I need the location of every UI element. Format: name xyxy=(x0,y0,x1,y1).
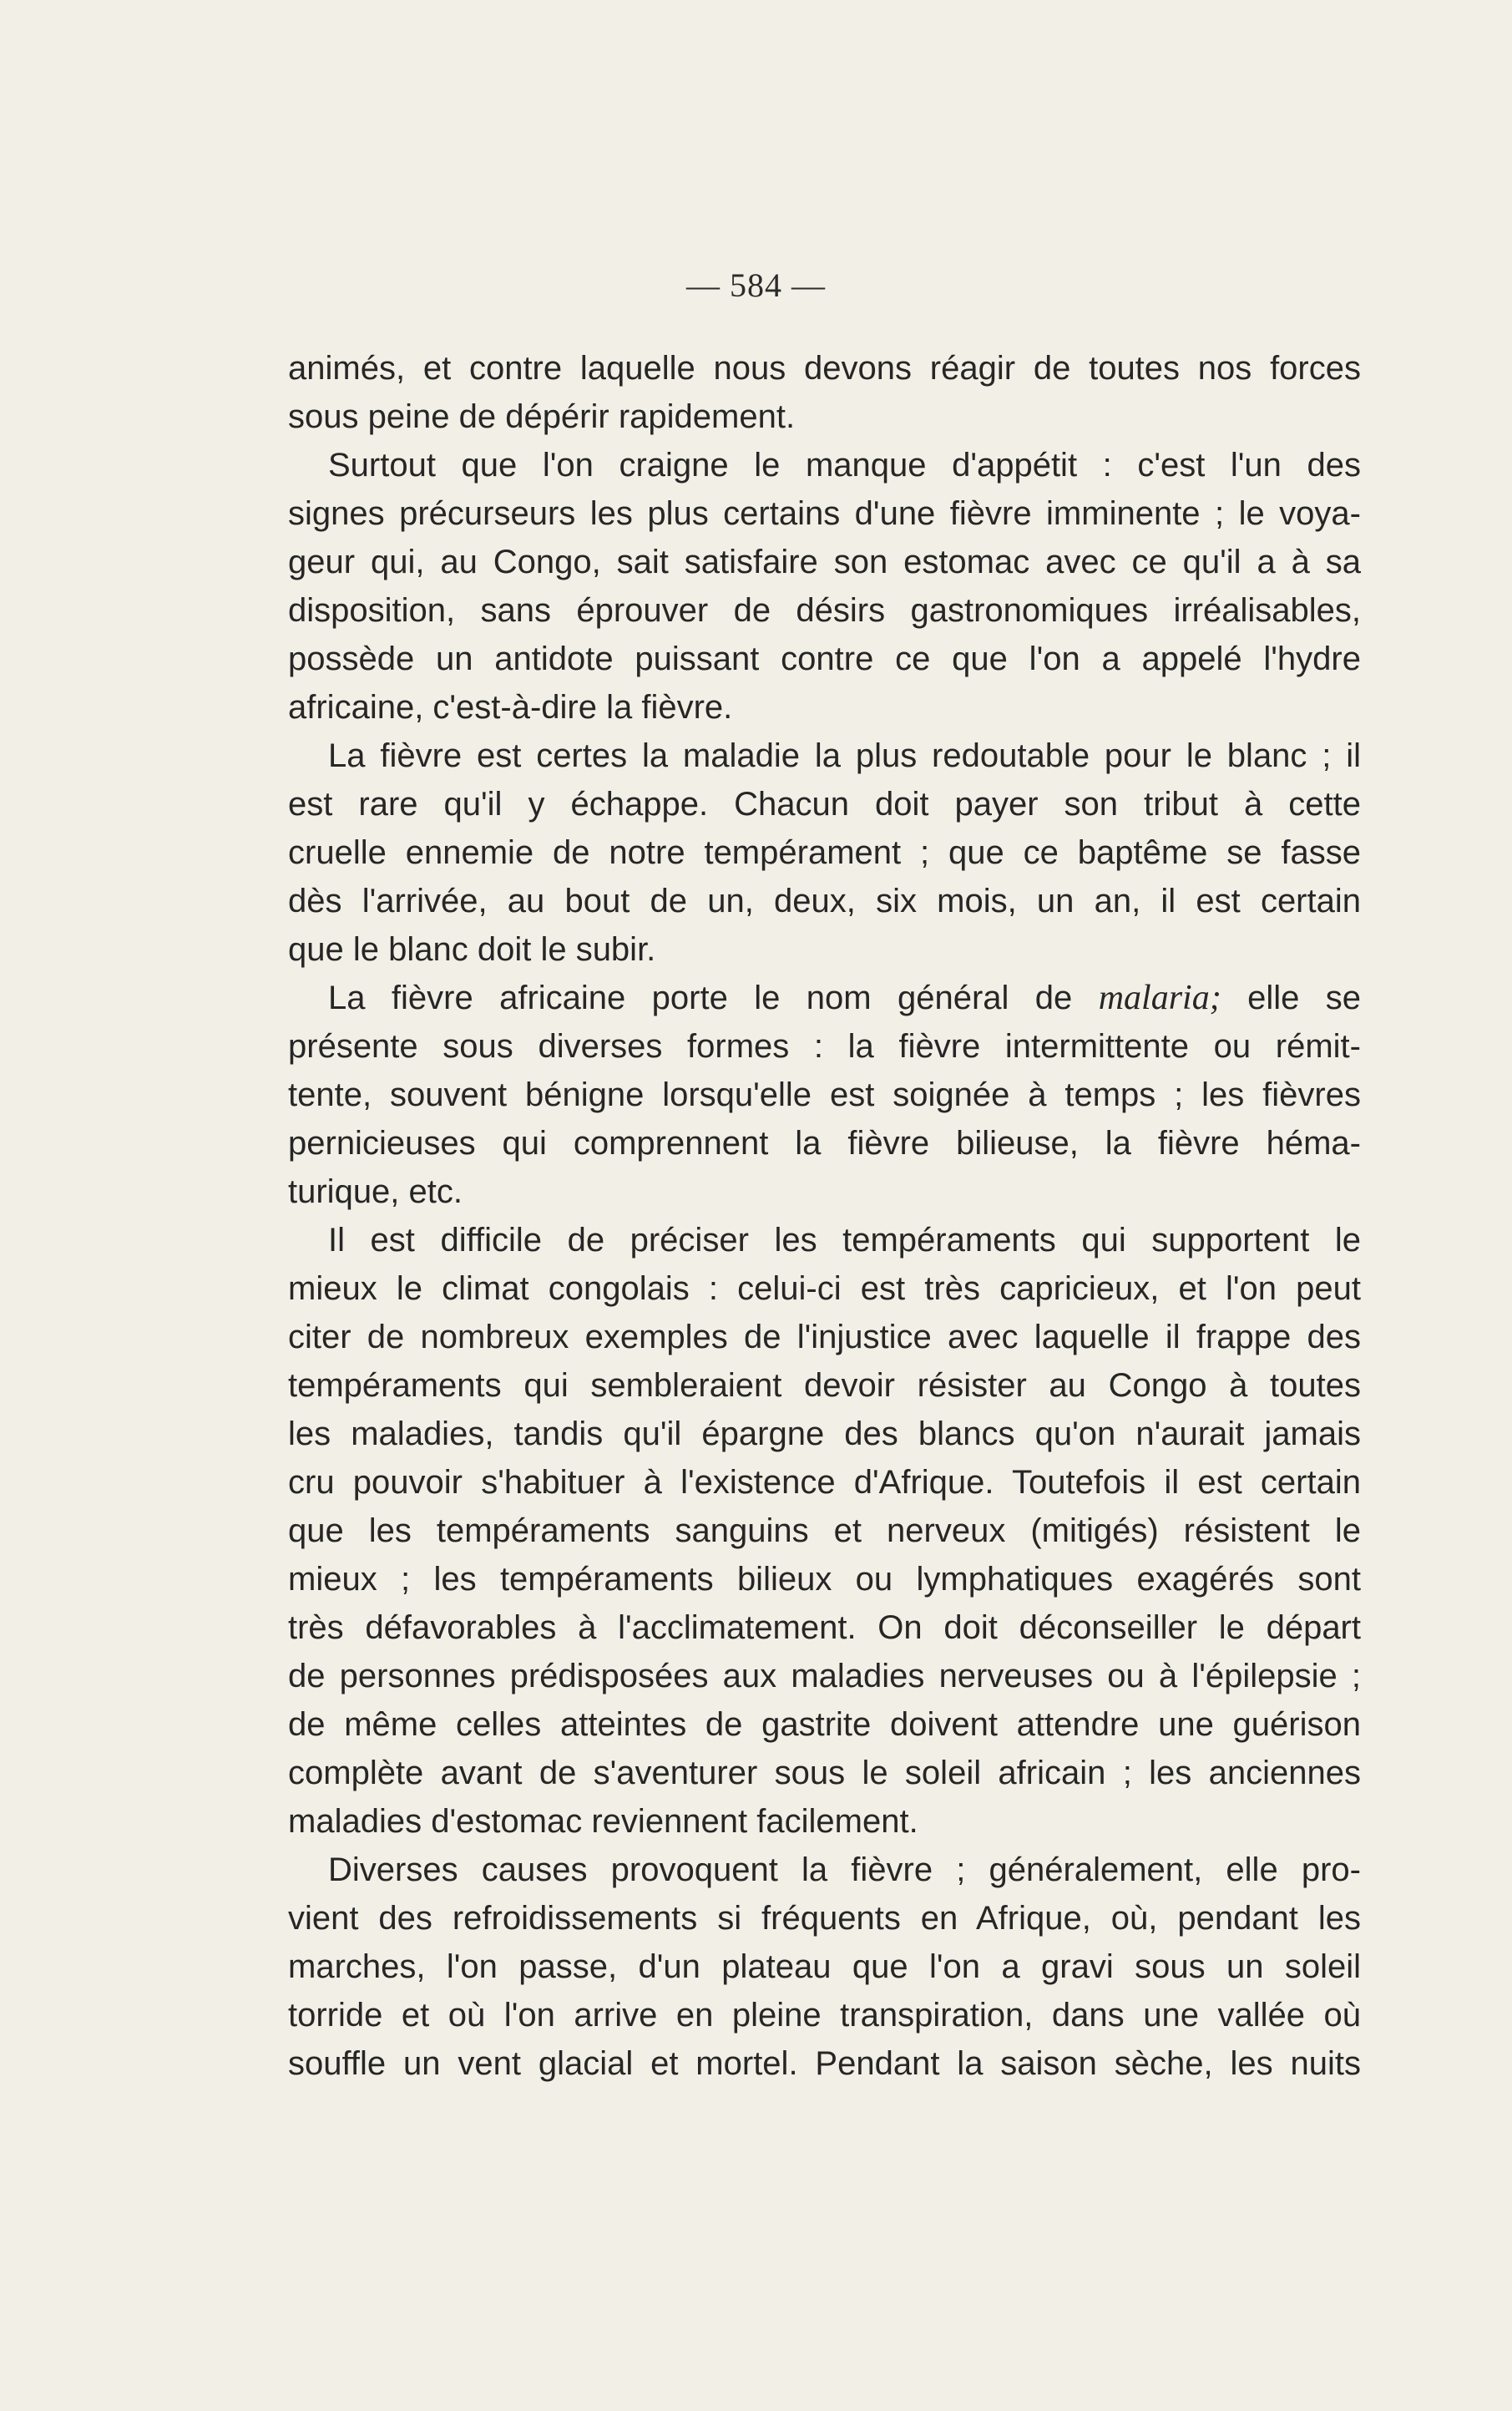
paragraph xyxy=(288,1216,1361,1846)
text-line: que les tempéraments sanguins et nerveux (mitigés) résistent le xyxy=(288,1512,1361,1549)
text-line: très défavorables à l'acclimatement. On doit déconseiller le départ xyxy=(288,1609,1361,1646)
text-line: Diverses causes provoquent la fièvre ; généralement, elle pro- xyxy=(328,1851,1361,1888)
text-line: sous peine de dépérir rapidement. xyxy=(288,398,796,435)
text-line: tente, souvent bénigne lorsqu'elle est soignée à temps ; les fièvres xyxy=(288,1076,1361,1113)
text-line: africaine, c'est-à-dire la fièvre. xyxy=(288,689,733,726)
text-line: est rare qu'il y échappe. Chacun doit payer son tribut à cette xyxy=(288,786,1361,823)
text-line: pernicieuses qui comprennent la fièvre bilieuse, la fièvre héma- xyxy=(288,1125,1361,1162)
text-segment: elle se xyxy=(1247,980,1361,1016)
text-line: les maladies, tandis qu'il épargne des blancs qu'on n'aurait jamais xyxy=(288,1416,1361,1452)
text-line: cruelle ennemie de notre tempérament ; que ce baptême se fasse xyxy=(288,834,1361,871)
text-line: geur qui, au Congo, sait satisfaire son estomac avec ce qu'il a à sa xyxy=(288,544,1361,580)
text-line: La fièvre est certes la maladie la plus redoutable pour le blanc ; il xyxy=(328,737,1361,774)
text-line: Il est difficile de préciser les tempéraments qui supportent le xyxy=(328,1222,1361,1259)
text-line: torride et où l'on arrive en pleine transpiration, dans une vallée où xyxy=(288,1997,1361,2034)
text-line: complète avant de s'aventurer sous le soleil africain ; les anciennes xyxy=(288,1755,1361,1791)
text-line: animés, et contre laquelle nous devons réagir de toutes nos forces xyxy=(288,350,1361,387)
paragraph xyxy=(288,1846,1361,2088)
italic-term: malaria; xyxy=(1098,979,1221,1017)
text-line: mieux ; les tempéraments bilieux ou lymphatiques exagérés sont xyxy=(288,1561,1361,1598)
text-line: vient des refroidissements si fréquents en Afrique, où, pendant les xyxy=(288,1900,1361,1937)
paragraph xyxy=(288,441,1361,732)
text-line: Surtout que l'on craigne le manque d'appétit : c'est l'un des xyxy=(328,447,1361,484)
text-line: citer de nombreux exemples de l'injustice avec laquelle il frappe des xyxy=(288,1319,1361,1355)
text-line: cru pouvoir s'habituer à l'existence d'Afrique. Toutefois il est certain xyxy=(288,1464,1361,1501)
page-number: — 584 — xyxy=(686,266,826,304)
text-segment: La fièvre africaine porte le nom général de xyxy=(328,980,1073,1016)
text-line: tempéraments qui sembleraient devoir résister au Congo à toutes xyxy=(288,1367,1361,1404)
text-line: que le blanc doit le subir. xyxy=(288,931,656,968)
text-line: de même celles atteintes de gastrite doivent attendre une guérison xyxy=(288,1706,1361,1743)
text-line: turique, etc. xyxy=(288,1173,463,1210)
body-text xyxy=(288,344,1361,2088)
text-line: de personnes prédisposées aux maladies nerveuses ou à l'épilepsie ; xyxy=(288,1658,1361,1694)
paragraph xyxy=(288,974,1361,1216)
paragraph xyxy=(288,732,1361,974)
paragraph xyxy=(288,344,1361,441)
text-line: marches, l'on passe, d'un plateau que l'on a gravi sous un soleil xyxy=(288,1948,1361,1985)
text-line: mieux le climat congolais : celui-ci est très capricieux, et l'on peut xyxy=(288,1270,1361,1307)
text-line xyxy=(288,974,1361,1022)
text-line: possède un antidote puissant contre ce que l'on a appelé l'hydre xyxy=(288,641,1361,677)
text-line: maladies d'estomac reviennent facilement. xyxy=(288,1803,918,1840)
text-line: dès l'arrivée, au bout de un, deux, six mois, un an, il est certain xyxy=(288,883,1361,919)
text-line: signes précurseurs les plus certains d'une fièvre imminente ; le voya- xyxy=(288,495,1361,532)
text-line: souffle un vent glacial et mortel. Pendant la saison sèche, les nuits xyxy=(288,2045,1361,2082)
text-line: présente sous diverses formes : la fièvre intermittente ou rémit- xyxy=(288,1028,1361,1065)
text-line: disposition, sans éprouver de désirs gastronomiques irréalisables, xyxy=(288,592,1361,629)
